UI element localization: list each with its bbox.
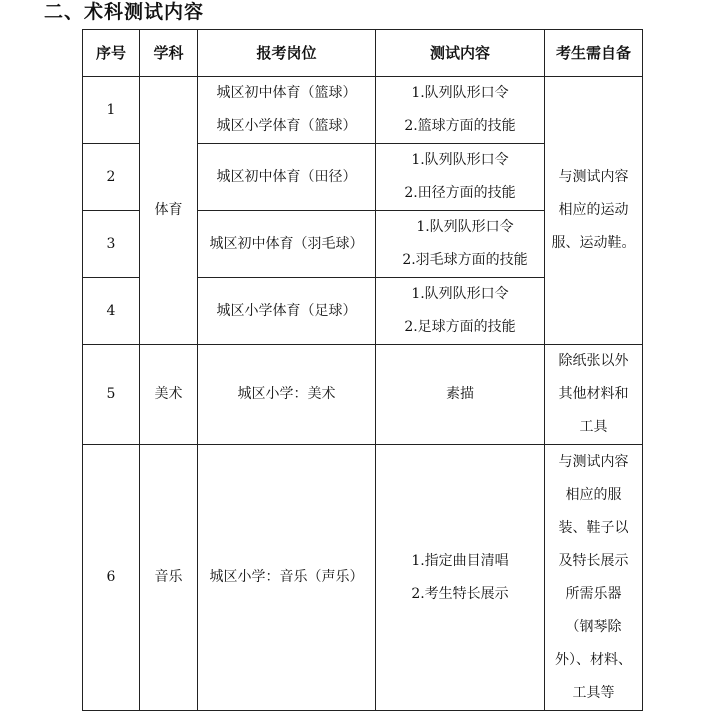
content-line: 素描 bbox=[446, 386, 474, 402]
prep-line: 外）、材料、 bbox=[555, 651, 632, 668]
content-line: 1.队列队形口令 bbox=[411, 286, 509, 302]
content-cell bbox=[376, 77, 545, 144]
row-number: 6 bbox=[83, 445, 140, 711]
section-heading: 二、术科测试内容 bbox=[44, 1, 205, 23]
prep-line: （钢琴除 bbox=[565, 618, 622, 635]
position-line: 城区初中体育（篮球） bbox=[216, 85, 357, 101]
column-header-prep: 考生需自备 bbox=[545, 30, 643, 77]
content-line: 2.考生特长展示 bbox=[411, 585, 509, 602]
prep-line: 工具 bbox=[579, 419, 608, 435]
position-cell bbox=[198, 445, 376, 711]
content-cell bbox=[376, 278, 545, 345]
prep-line: 相应的服 bbox=[565, 486, 622, 503]
position-cell bbox=[198, 278, 376, 345]
position-line: 城区小学：美术 bbox=[237, 386, 336, 402]
prep-line: 与测试内容 bbox=[558, 453, 629, 470]
table-row bbox=[83, 345, 643, 445]
table-header-row bbox=[83, 30, 643, 77]
position-cell bbox=[198, 345, 376, 445]
prep-cell-art bbox=[545, 345, 643, 445]
position-line: 城区小学体育（足球） bbox=[216, 302, 357, 319]
prep-line: 相应的运动 bbox=[558, 202, 629, 218]
content-line: 2.田径方面的技能 bbox=[404, 185, 516, 201]
content-line: 1.指定曲目清唱 bbox=[411, 552, 509, 569]
content-line: 2.羽毛球方面的技能 bbox=[402, 252, 528, 268]
test-content-table bbox=[82, 29, 643, 711]
content-line: 1.队列队形口令 bbox=[411, 152, 509, 168]
subject-cell-art: 美术 bbox=[140, 345, 198, 445]
column-header-subject: 学科 bbox=[140, 30, 198, 77]
table-row bbox=[83, 445, 643, 711]
prep-line: 与测试内容 bbox=[558, 169, 629, 185]
column-header-content: 测试内容 bbox=[376, 30, 545, 77]
position-line: 城区初中体育（田径） bbox=[216, 168, 357, 185]
prep-line: 及特长展示 bbox=[558, 552, 629, 569]
prep-line: 工具等 bbox=[572, 684, 615, 701]
prep-line: 所需乐器 bbox=[565, 585, 622, 602]
prep-line: 装、鞋子以 bbox=[558, 519, 629, 536]
row-number: 4 bbox=[83, 278, 140, 345]
position-line: 城区小学体育（篮球） bbox=[216, 118, 357, 134]
prep-cell-pe bbox=[545, 77, 643, 345]
subject-cell-pe: 体育 bbox=[140, 77, 198, 345]
row-number: 2 bbox=[83, 144, 140, 211]
prep-line: 其他材料和 bbox=[558, 386, 629, 402]
content-line: 2.篮球方面的技能 bbox=[404, 118, 516, 134]
subject-cell-music: 音乐 bbox=[140, 445, 198, 711]
row-number: 1 bbox=[83, 77, 140, 144]
position-cell bbox=[198, 77, 376, 144]
content-line: 2.足球方面的技能 bbox=[404, 319, 516, 335]
column-header-no: 序号 bbox=[83, 30, 140, 77]
position-cell bbox=[198, 211, 376, 278]
prep-cell-music bbox=[545, 445, 643, 711]
content-cell bbox=[376, 211, 545, 278]
position-line: 城区初中体育（羽毛球） bbox=[209, 235, 364, 252]
content-line: 1.队列队形口令 bbox=[416, 219, 514, 235]
column-header-position: 报考岗位 bbox=[198, 30, 376, 77]
prep-line: 除纸张以外 bbox=[558, 353, 629, 369]
table-row bbox=[83, 77, 643, 144]
content-cell bbox=[376, 345, 545, 445]
prep-line: 服、运动鞋。 bbox=[551, 235, 636, 251]
row-number: 3 bbox=[83, 211, 140, 278]
position-line: 城区小学：音乐（声乐） bbox=[209, 569, 364, 585]
row-number: 5 bbox=[83, 345, 140, 445]
content-cell bbox=[376, 144, 545, 211]
content-cell bbox=[376, 445, 545, 711]
position-cell bbox=[198, 144, 376, 211]
content-line: 1.队列队形口令 bbox=[411, 85, 509, 101]
